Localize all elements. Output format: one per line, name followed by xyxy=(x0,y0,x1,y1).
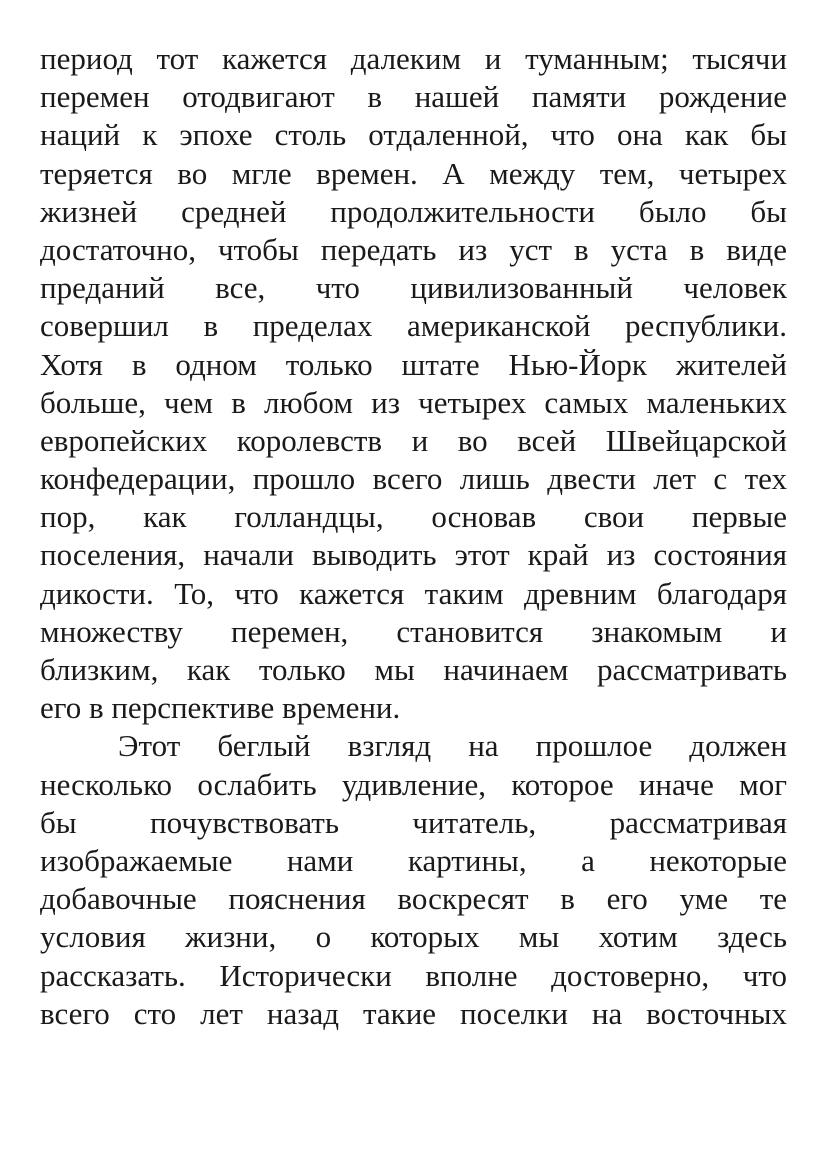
text-line: теряется во мгле времен. А между тем, четырех xyxy=(40,155,787,191)
text-line: европейских королевств и во всей Швейцарской xyxy=(40,422,787,458)
text-line: больше, чем в любом из четырех самых маленьких xyxy=(40,384,787,420)
text-line: изображаемые нами картины, а некоторые xyxy=(40,842,787,878)
text-line: пор, как голландцы, основав свои первые xyxy=(40,499,787,535)
text-line: множеству перемен, становится знакомым и xyxy=(40,613,787,649)
text-line: условия жизни, о которых мы хотим здесь xyxy=(40,919,787,955)
text-line: всего сто лет назад такие поселки на восточных xyxy=(40,995,787,1031)
text-line: достаточно, чтобы передать из уст в уста в виде xyxy=(40,231,787,267)
text-line: конфедерации, прошло всего лишь двести лет с тех xyxy=(40,461,787,497)
paragraph-2 xyxy=(40,727,787,1033)
text-line: перемен отодвигают в нашей памяти рождение xyxy=(40,79,787,115)
text-line: добавочные пояснения воскресят в его уме те xyxy=(40,881,787,917)
text-line: дикости. То, что кажется таким древним благодаря xyxy=(40,575,787,611)
text-line: Этот беглый взгляд на прошлое должен xyxy=(118,728,787,764)
text-line: близким, как только мы начинаем рассматривать xyxy=(40,652,787,687)
text-line: период тот кажется далеким и туманным; тысячи xyxy=(40,41,787,76)
text-line: его в перспективе времени. xyxy=(40,690,401,726)
text-line: совершил в пределах американской республики. xyxy=(40,308,787,344)
text-line: наций к эпохе столь отдаленной, что она как бы xyxy=(40,117,787,153)
text-line: жизней средней продолжительности было бы xyxy=(40,193,787,229)
text-line: бы почувствовать читатель, рассматривая xyxy=(40,804,787,840)
document-page xyxy=(40,40,787,1033)
paragraph-1 xyxy=(40,40,787,727)
text-line: преданий все, что цивилизованный человек xyxy=(40,270,787,306)
text-line: несколько ослабить удивление, которое иначе мог xyxy=(40,766,787,802)
text-line: Хотя в одном только штате Нью-Йорк жителей xyxy=(40,346,787,382)
text-line: рассказать. Исторически вполне достоверно, что xyxy=(40,957,787,993)
text-line: поселения, начали выводить этот край из состояния xyxy=(40,537,787,573)
